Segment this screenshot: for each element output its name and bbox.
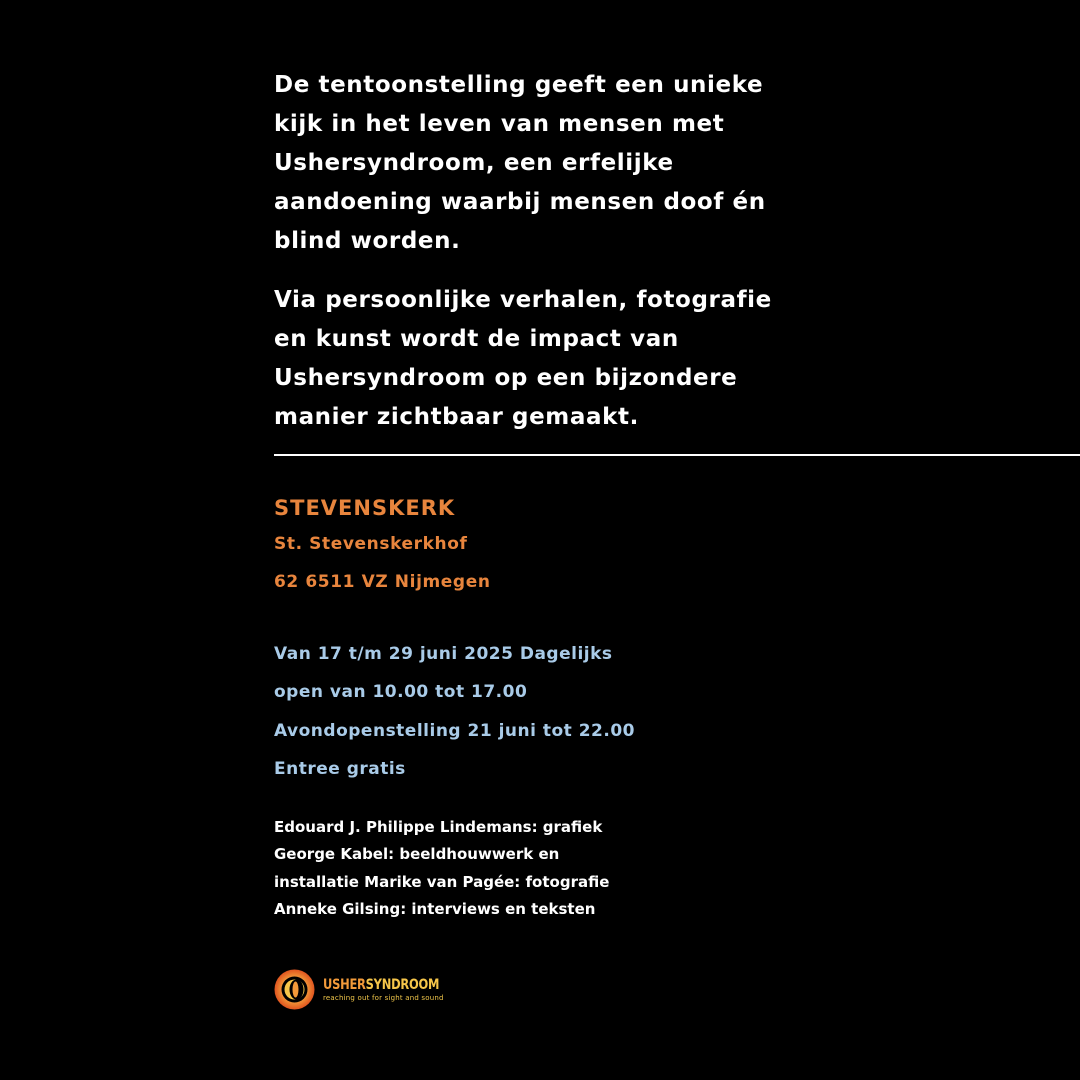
hours-line-admission: Entree gratis (274, 758, 406, 779)
hours-line-times: open van 10.00 tot 17.00 (274, 682, 528, 703)
logo-wordmark: USHERSYNDROOM (323, 976, 440, 993)
venue-address-line1: St. Stevenskerkhof (274, 534, 468, 554)
intro-line: Via persoonlijke verhalen, fotografie (274, 287, 772, 313)
intro-paragraph-1 (274, 66, 834, 261)
intro-line: blind worden. (274, 228, 461, 254)
intro-line: manier zichtbaar gemaakt. (274, 404, 639, 430)
logo-eye-icon (274, 969, 315, 1010)
logo-tagline: reaching out for sight and sound (323, 993, 444, 1002)
logo-text (323, 977, 465, 1003)
intro-paragraph-2 (274, 281, 834, 437)
hours-line-dates: Van 17 t/m 29 juni 2025 Dagelijks (274, 644, 613, 664)
ushersyndroom-logo (274, 969, 465, 1010)
intro-line: en kunst wordt de impact van (274, 326, 679, 352)
credit-line: Anneke Gilsing: interviews en teksten (274, 899, 596, 918)
opening-hours-block (274, 635, 635, 788)
venue-address-line2: 62 6511 VZ Nijmegen (274, 572, 491, 592)
credit-line: George Kabel: beeldhouwwerk en (274, 845, 560, 864)
divider-line (274, 454, 1080, 456)
intro-text (274, 66, 834, 437)
intro-line: kijk in het leven van mensen met (274, 111, 725, 137)
intro-line: Ushersyndroom, een erfelijke (274, 150, 674, 176)
credit-line: Edouard J. Philippe Lindemans: grafiek (274, 818, 603, 836)
intro-line: Ushersyndroom op een bijzondere (274, 365, 738, 391)
venue-block (274, 493, 491, 601)
credit-line: installatie Marike van Pagée: fotografie (274, 872, 610, 891)
intro-line: De tentoonstelling geeft een unieke (274, 72, 764, 98)
credits-block (274, 814, 694, 923)
hours-line-evening: Avondopenstelling 21 juni tot 22.00 (274, 720, 635, 741)
intro-line: aandoening waarbij mensen doof én (274, 189, 766, 215)
venue-name: STEVENSKERK (274, 496, 456, 520)
